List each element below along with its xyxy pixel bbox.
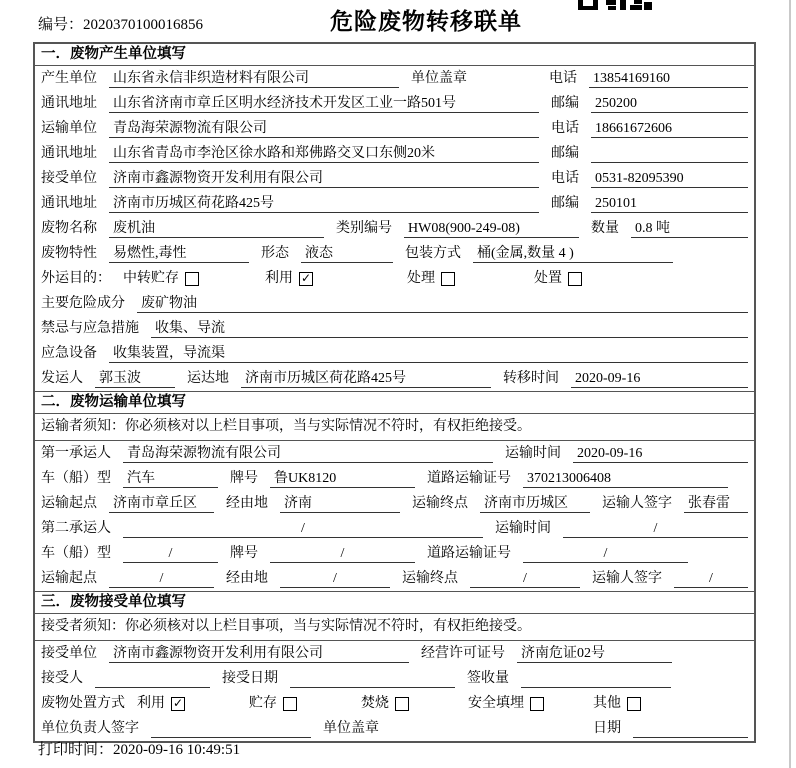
field-value[interactable]: 250101 [591, 194, 748, 213]
field-value[interactable]: 废矿物油 [137, 294, 748, 313]
print-time-value: 2020-09-16 10:49:51 [113, 742, 241, 758]
field-label: 运输单位 [41, 121, 97, 136]
field-label: 运输起点 [41, 571, 97, 586]
spacer [467, 287, 522, 288]
form-row [35, 516, 754, 541]
checkbox-option [534, 269, 582, 288]
field-value[interactable]: 废机油 [109, 219, 324, 238]
field-label: 废物名称 [41, 221, 97, 236]
checkbox-unchecked[interactable] [441, 272, 455, 286]
form-row [35, 366, 754, 391]
field-label: 第二承运人 [41, 521, 111, 536]
form-table [33, 42, 756, 743]
checkbox-unchecked[interactable] [185, 272, 199, 286]
field-label: 废物特性 [41, 246, 97, 261]
field-value[interactable]: 济南市鑫源物资开发利用有限公司 [109, 644, 409, 663]
checkbox-unchecked[interactable] [283, 697, 297, 711]
field-value[interactable]: 桶(金属,数量 4 ) [473, 244, 673, 263]
checkbox-checked[interactable]: ✓ [172, 695, 184, 710]
checkbox-label: 中转贮存 [123, 271, 179, 286]
static-text: 单位盖章 [411, 71, 467, 86]
field-label: 电话 [551, 121, 579, 136]
field-value[interactable]: 济南市鑫源物资开发利用有限公司 [109, 169, 539, 188]
field-value[interactable]: 0531-82095390 [591, 169, 748, 188]
checkbox-option [123, 269, 199, 288]
field-label: 经由地 [226, 496, 268, 511]
field-value[interactable]: 2020-09-16 [573, 444, 748, 463]
field-label: 单位负责人签字 [41, 721, 139, 736]
field-label: 邮编 [551, 196, 579, 211]
checkbox-unchecked[interactable] [627, 697, 641, 711]
field-value[interactable]: 收集、导流 [151, 319, 748, 338]
field-value[interactable]: 18661672606 [591, 119, 748, 138]
checkbox-label: 其他 [593, 696, 621, 711]
field-label: 牌号 [230, 546, 258, 561]
checkbox-checked[interactable]: ✓ [300, 270, 312, 285]
field-label: 数量 [591, 221, 619, 236]
form-row [35, 216, 754, 241]
field-label: 通讯地址 [41, 196, 97, 211]
field-value[interactable]: / [280, 569, 390, 588]
field-label: 产生单位 [41, 71, 97, 86]
field-label: 运输时间 [495, 521, 551, 536]
form-row [35, 191, 754, 216]
field-value[interactable]: 山东省永信非织造材料有限公司 [109, 69, 399, 88]
field-value[interactable]: 张春雷 [684, 494, 748, 513]
field-label: 运输人签字 [602, 496, 672, 511]
field-label: 车（船）型 [41, 546, 111, 561]
field-value[interactable]: 济南市历城区荷花路425号 [109, 194, 539, 213]
field-value[interactable]: 郭玉波 [95, 369, 175, 388]
form-row [35, 466, 754, 491]
field-label: 运输人签字 [592, 571, 662, 586]
spacer [325, 287, 395, 288]
checkbox-label: 贮存 [249, 696, 277, 711]
section-header: 二．废物运输单位填写 [35, 391, 754, 414]
form-row [35, 691, 754, 716]
form-row [35, 266, 754, 291]
field-value[interactable]: 易燃性,毒性 [109, 244, 249, 263]
checkbox-label: 利用 [137, 696, 165, 711]
field-label: 运输终点 [402, 571, 458, 586]
field-value[interactable] [591, 144, 748, 163]
checkbox-label: 处置 [534, 271, 562, 286]
page-title: 危险废物转移联单 [330, 9, 522, 34]
field-label: 运达地 [187, 371, 229, 386]
field-label: 道路运输证号 [427, 471, 511, 486]
form-row [35, 241, 754, 266]
field-value[interactable]: / [270, 544, 415, 563]
checkbox-option [249, 694, 297, 713]
checkbox-unchecked[interactable] [395, 697, 409, 711]
document-number-value: 2020370100016856 [83, 17, 204, 33]
section-header: 三．废物接受单位填写 [35, 591, 754, 614]
field-value[interactable]: / [470, 569, 580, 588]
checkbox-option [468, 694, 544, 713]
field-value[interactable]: 13854169160 [589, 69, 748, 88]
field-label: 邮编 [551, 96, 579, 111]
section-notice: 运输者须知：你必须核对以上栏目事项，当与实际情况不符时，有权拒绝接受。 [35, 414, 754, 441]
form-row [35, 541, 754, 566]
field-label: 包装方式 [405, 246, 461, 261]
field-label: 通讯地址 [41, 146, 97, 161]
spacer [309, 712, 349, 713]
field-value[interactable]: / [563, 519, 748, 538]
field-value[interactable] [521, 669, 671, 688]
field-label: 运输时间 [505, 446, 561, 461]
field-label: 经营许可证号 [421, 646, 505, 661]
field-label: 运输起点 [41, 496, 97, 511]
field-value[interactable] [151, 719, 311, 738]
field-label: 转移时间 [503, 371, 559, 386]
field-value[interactable] [290, 669, 455, 688]
field-value[interactable]: 青岛海荣源物流有限公司 [123, 444, 493, 463]
form-row [35, 66, 754, 91]
field-value[interactable] [633, 719, 748, 738]
document-header [0, 0, 796, 42]
field-label: 邮编 [551, 146, 579, 161]
page-edge-line [789, 0, 791, 768]
checkbox-label: 利用 [265, 271, 293, 286]
field-label: 形态 [261, 246, 289, 261]
field-label: 接受日期 [222, 671, 278, 686]
checkbox-option [265, 269, 313, 288]
field-value[interactable]: 青岛海荣源物流有限公司 [109, 119, 539, 138]
checkbox-unchecked[interactable] [568, 272, 582, 286]
field-value[interactable] [95, 669, 210, 688]
field-value[interactable]: / [523, 544, 688, 563]
form-row [35, 666, 754, 691]
field-label: 发运人 [41, 371, 83, 386]
field-label: 废物处置方式 [41, 696, 125, 711]
field-label: 电话 [549, 71, 577, 86]
field-label: 主要危险成分 [41, 296, 125, 311]
section-header: 一．废物产生单位填写 [35, 44, 754, 66]
print-time [38, 738, 240, 759]
field-value[interactable]: 0.8 吨 [631, 219, 748, 238]
form-row [35, 116, 754, 141]
checkbox-label: 焚烧 [361, 696, 389, 711]
field-label: 签收量 [467, 671, 509, 686]
field-value[interactable]: 汽车 [123, 469, 218, 488]
field-label: 外运目的： [41, 271, 111, 286]
form-row [35, 566, 754, 591]
field-label: 应急设备 [41, 346, 97, 361]
checkbox-option [593, 694, 641, 713]
field-label: 车（船）型 [41, 471, 111, 486]
form-row [35, 641, 754, 666]
field-value[interactable]: 济南危证02号 [517, 644, 672, 663]
field-value[interactable]: 2020-09-16 [571, 369, 748, 388]
field-label: 接受单位 [41, 646, 97, 661]
form-row [35, 141, 754, 166]
field-label: 禁忌与应急措施 [41, 321, 139, 336]
checkbox-label: 安全填埋 [468, 696, 524, 711]
field-value[interactable]: 济南市章丘区 [109, 494, 214, 513]
spacer [197, 712, 237, 713]
checkbox-option [361, 694, 409, 713]
field-value[interactable]: 济南 [280, 494, 400, 513]
form-row [35, 341, 754, 366]
field-label: 牌号 [230, 471, 258, 486]
field-label: 日期 [593, 721, 621, 736]
checkbox-option [137, 694, 185, 713]
field-label: 单位盖章 [323, 721, 379, 736]
form-row [35, 91, 754, 116]
form-row [35, 291, 754, 316]
field-label: 第一承运人 [41, 446, 111, 461]
form-row [35, 166, 754, 191]
qr-code-fragment [578, 0, 652, 10]
spacer [211, 287, 253, 288]
checkbox-unchecked[interactable] [530, 697, 544, 711]
field-value[interactable]: / [674, 569, 748, 588]
field-value[interactable]: 鲁UK8120 [270, 469, 415, 488]
form-row [35, 316, 754, 341]
field-label: 经由地 [226, 571, 268, 586]
checkbox-option [407, 269, 455, 288]
field-value[interactable]: 液态 [301, 244, 393, 263]
print-time-label: 打印时间： [38, 742, 114, 758]
field-label: 接受单位 [41, 171, 97, 186]
field-value[interactable]: / [109, 569, 214, 588]
field-value[interactable]: 山东省济南市章丘区明水经济技术开发区工业一路501号 [109, 94, 539, 113]
field-label: 运输终点 [412, 496, 468, 511]
field-value[interactable]: 250200 [591, 94, 748, 113]
field-value[interactable]: 370213006408 [523, 469, 728, 488]
field-value[interactable]: 济南市历城区荷花路425号 [241, 369, 491, 388]
section-notice: 接受者须知：你必须核对以上栏目事项，当与实际情况不符时，有权拒绝接受。 [35, 614, 754, 641]
form-row [35, 441, 754, 466]
form-row [35, 491, 754, 516]
field-value[interactable]: 济南市历城区 [480, 494, 590, 513]
spacer [391, 737, 581, 738]
field-value[interactable]: 收集装置，导流渠 [109, 344, 748, 363]
field-label: 通讯地址 [41, 96, 97, 111]
spacer [421, 712, 456, 713]
field-label: 类别编号 [336, 221, 392, 236]
spacer [556, 712, 581, 713]
checkbox-label: 处理 [407, 271, 435, 286]
field-value[interactable]: HW08(900-249-08) [404, 219, 579, 238]
field-value[interactable]: 山东省青岛市李沧区徐水路和郑佛路交叉口东侧20米 [109, 144, 539, 163]
field-label: 电话 [551, 171, 579, 186]
field-value[interactable]: / [123, 544, 218, 563]
field-label: 道路运输证号 [427, 546, 511, 561]
document-number-label: 编号： [38, 17, 84, 33]
document-number [38, 13, 203, 34]
field-value[interactable]: / [123, 519, 483, 538]
field-label: 接受人 [41, 671, 83, 686]
